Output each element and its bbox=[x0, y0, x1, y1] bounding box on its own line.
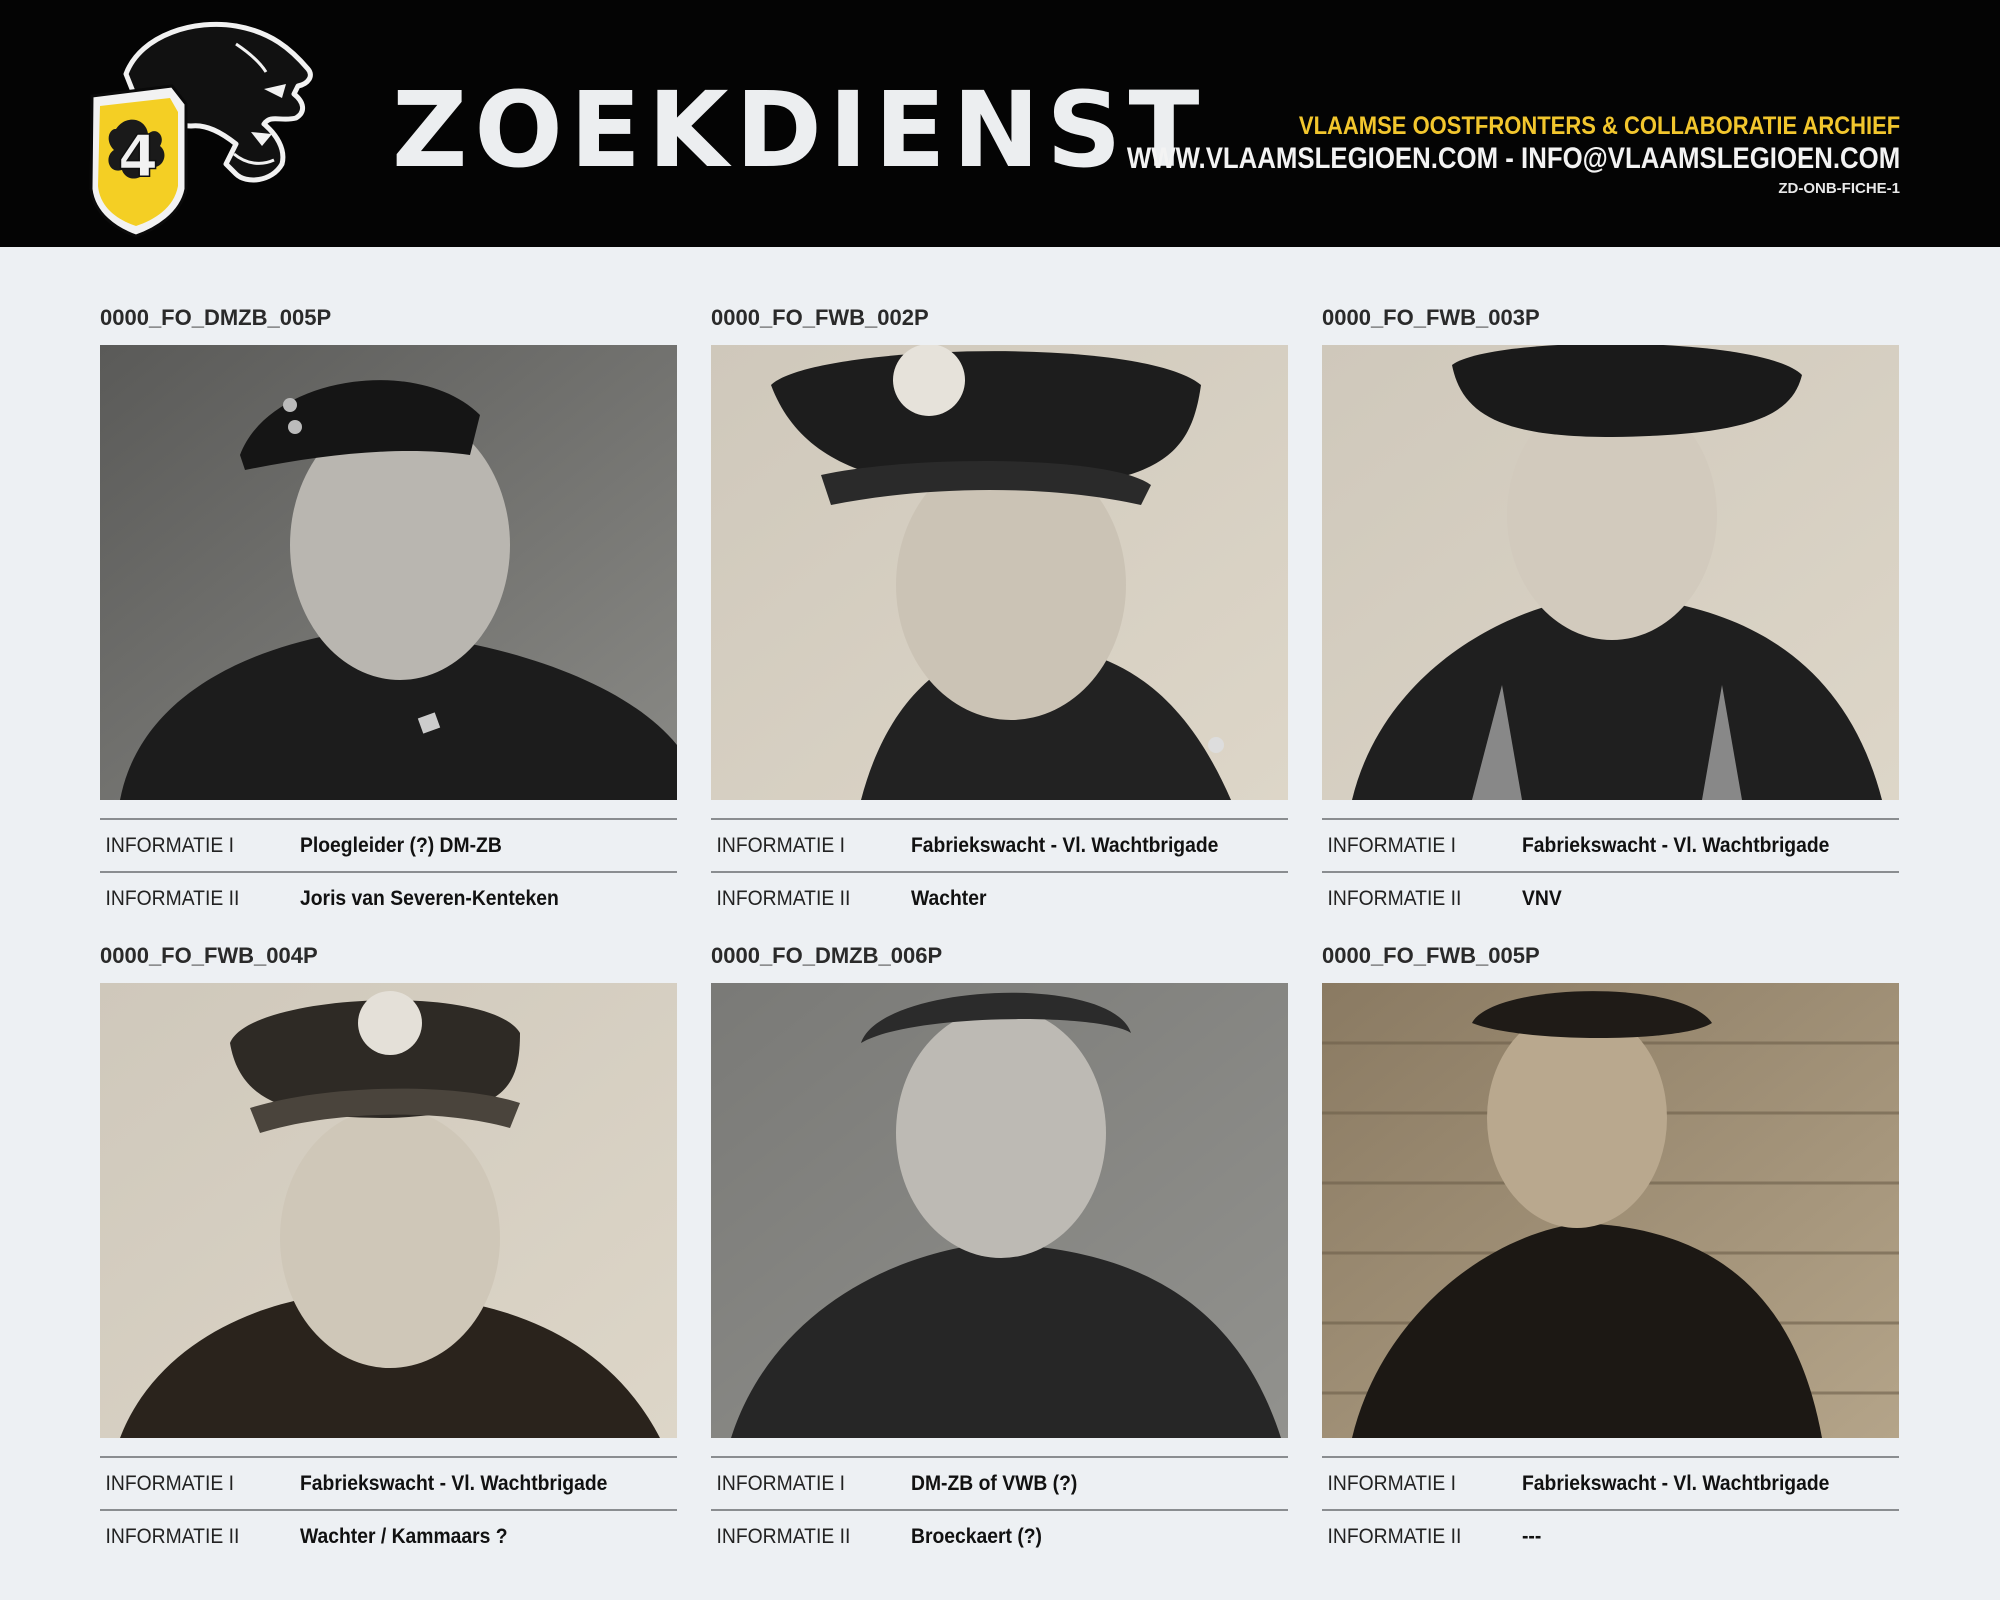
info-label: INFORMATIE I bbox=[1327, 1471, 1456, 1495]
info-value: Fabriekswacht - Vl. Wachtbrigade bbox=[1522, 1471, 1830, 1495]
info-row bbox=[100, 818, 677, 871]
info-value: Broeckaert (?) bbox=[911, 1524, 1042, 1548]
record-id: 0000_FO_FWB_002P bbox=[711, 305, 929, 330]
info-row bbox=[100, 1509, 677, 1562]
fiche-code: ZD-ONB-FICHE-1 bbox=[1778, 180, 1900, 197]
info-label: INFORMATIE II bbox=[1327, 886, 1462, 910]
archive-info bbox=[1001, 112, 1900, 197]
info-value: Joris van Severen-Kenteken bbox=[300, 886, 559, 910]
info-value: Ploegleider (?) DM-ZB bbox=[300, 833, 502, 857]
record-id: 0000_FO_FWB_005P bbox=[1322, 943, 1540, 968]
record-id: 0000_FO_FWB_003P bbox=[1322, 305, 1540, 330]
info-table bbox=[100, 1456, 677, 1562]
portrait-photo bbox=[100, 983, 677, 1438]
info-label: INFORMATIE I bbox=[1327, 833, 1456, 857]
info-row bbox=[711, 871, 1288, 924]
info-row bbox=[100, 1456, 677, 1509]
info-value: DM-ZB of VWB (?) bbox=[911, 1471, 1078, 1495]
info-label: INFORMATIE II bbox=[1327, 1524, 1462, 1548]
info-row bbox=[1322, 1509, 1899, 1562]
info-label: INFORMATIE II bbox=[716, 1524, 851, 1548]
info-value: Fabriekswacht - Vl. Wachtbrigade bbox=[300, 1471, 608, 1495]
portrait-photo bbox=[100, 345, 677, 800]
info-value: Wachter bbox=[911, 886, 987, 910]
page-header bbox=[0, 0, 2000, 247]
info-label: INFORMATIE II bbox=[105, 886, 240, 910]
info-label: INFORMATIE I bbox=[105, 1471, 234, 1495]
info-table bbox=[1322, 818, 1899, 924]
record-id: 0000_FO_DMZB_005P bbox=[100, 305, 332, 330]
person-card bbox=[100, 303, 677, 924]
contact-info: WWW.VLAAMSLEGIOEN.COM - INFO@VLAAMSLEGIOEN.COM bbox=[1126, 142, 1900, 175]
info-table bbox=[1322, 1456, 1899, 1562]
info-table bbox=[100, 818, 677, 924]
info-value: Fabriekswacht - Vl. Wachtbrigade bbox=[1522, 833, 1830, 857]
info-table bbox=[711, 1456, 1288, 1562]
lion-head-shield-logo bbox=[86, 14, 316, 239]
info-label: INFORMATIE I bbox=[716, 1471, 845, 1495]
info-row bbox=[1322, 818, 1899, 871]
portrait-photo bbox=[1322, 345, 1899, 800]
person-card bbox=[1322, 941, 1899, 1562]
info-row bbox=[1322, 1456, 1899, 1509]
info-table bbox=[711, 818, 1288, 924]
info-label: INFORMATIE II bbox=[105, 1524, 240, 1548]
info-row bbox=[100, 871, 677, 924]
info-label: INFORMATIE II bbox=[716, 886, 851, 910]
portrait-photo bbox=[711, 983, 1288, 1438]
info-row bbox=[1322, 871, 1899, 924]
person-card bbox=[100, 941, 677, 1562]
info-row bbox=[711, 818, 1288, 871]
person-card bbox=[711, 941, 1288, 1562]
info-value: --- bbox=[1522, 1524, 1542, 1548]
archive-name: VLAAMSE OOSTFRONTERS & COLLABORATIE ARCHIEF bbox=[1298, 112, 1900, 140]
page-title: ZOEKDIENST bbox=[392, 69, 1207, 191]
portrait-photo bbox=[1322, 983, 1899, 1438]
info-row bbox=[711, 1456, 1288, 1509]
portrait-photo bbox=[711, 345, 1288, 800]
person-card bbox=[711, 303, 1288, 924]
info-value: VNV bbox=[1522, 886, 1562, 910]
info-row bbox=[711, 1509, 1288, 1562]
record-id: 0000_FO_FWB_004P bbox=[100, 943, 318, 968]
info-label: INFORMATIE I bbox=[716, 833, 845, 857]
record-id: 0000_FO_DMZB_006P bbox=[711, 943, 943, 968]
svg-text:4: 4 bbox=[117, 122, 159, 190]
info-label: INFORMATIE I bbox=[105, 833, 234, 857]
info-value: Fabriekswacht - Vl. Wachtbrigade bbox=[911, 833, 1219, 857]
person-card bbox=[1322, 303, 1899, 924]
info-value: Wachter / Kammaars ? bbox=[300, 1524, 508, 1548]
